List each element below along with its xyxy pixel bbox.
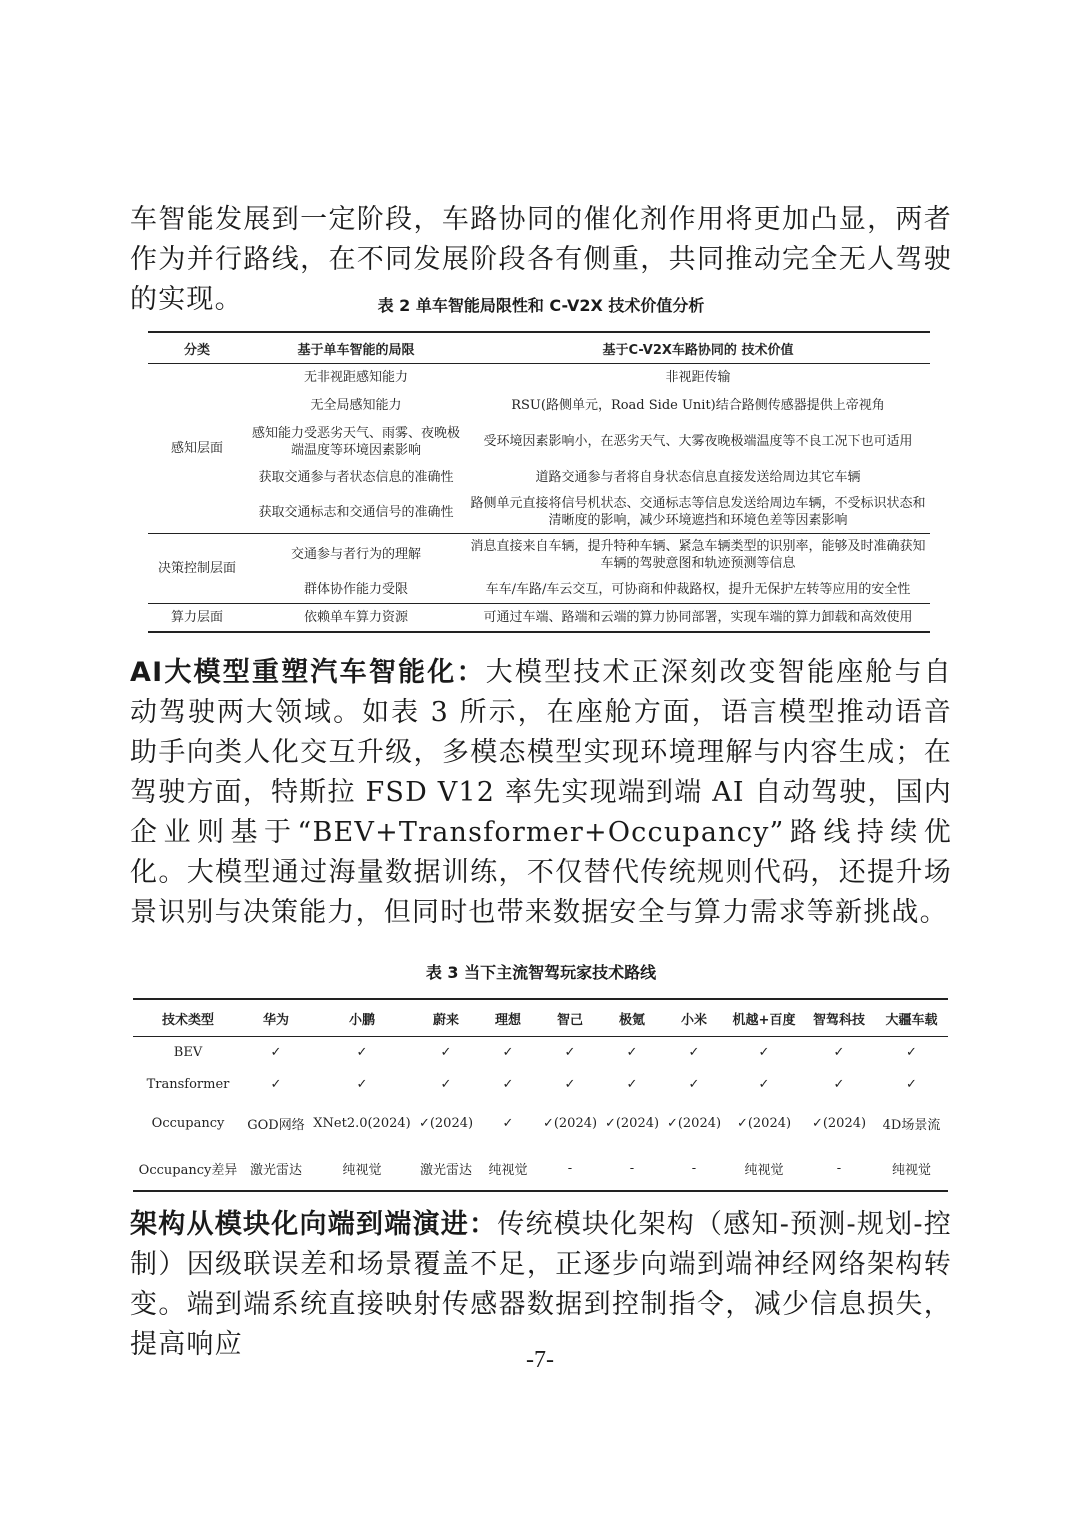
table3-cell: 纯视觉 <box>309 1147 415 1191</box>
table2-value: 路侧单元直接将信号机状态、交通标志等信息发送给周边车辆，不受标识状态和清晰度的影响，减少环境遮挡和环境色差等因素影响 <box>470 496 926 529</box>
table2-limit: 无全局感知能力 <box>310 398 402 413</box>
page-number: -7- <box>526 1347 554 1373</box>
table3-cell: ✓(2024) <box>811 1116 867 1131</box>
table3-header-cell: 华为 <box>243 999 309 1037</box>
table3-cell: 4D场景流 <box>882 1118 941 1133</box>
table3-cell: BEV <box>173 1045 203 1061</box>
paragraph-architecture-lead: 架构从模块化向端到端演进： <box>130 1209 498 1240</box>
table2-value: 车车/车路/车云交互，可协商和仲裁路权，提升无保护左转等应用的安全性 <box>485 581 911 597</box>
table3-cell: ✓ <box>564 1077 576 1092</box>
table2-limit: 获取交通标志和交通信号的准确性 <box>258 504 454 520</box>
table3-cell: ✓ <box>758 1077 770 1092</box>
table2-value: 道路交通参与者将自身状态信息直接发送给周边其它车辆 <box>535 470 861 485</box>
table3-cell: 激光雷达 <box>243 1147 309 1191</box>
table-row <box>133 1147 948 1191</box>
table3-cell: XNet2.0(2024) <box>313 1116 411 1131</box>
table2-limit: 交通参与者行为的理解 <box>246 534 466 576</box>
table2-category-perception: 感知层面 <box>170 441 223 456</box>
table3-cell: ✓(2024) <box>666 1116 722 1131</box>
table3-header-row <box>133 999 948 1037</box>
table2-header-category: 分类 <box>148 332 246 364</box>
table-row <box>133 1101 948 1147</box>
table3-cell: 纯视觉 <box>477 1147 539 1191</box>
table3-header-cell: 小鹏 <box>309 999 415 1037</box>
paragraph-architecture-body: 传统模块化架构（感知-预测-规划-控制）因级联误差和场景覆盖不足，正逐步向端到端神经网络架构转变。端到端系统直接映射传感器数据到控制指令，减少信息损失，提高响应 <box>130 1209 952 1360</box>
table3-cell: ✓(2024) <box>604 1116 660 1131</box>
table2-value: RSU(路侧单元，Road Side Unit)结合路侧传感器提供上帝视角 <box>511 398 885 413</box>
table2-category-compute: 算力层面 <box>148 604 246 632</box>
table3-cell: ✓ <box>270 1077 282 1092</box>
table-row <box>148 492 930 534</box>
table3-cell: - <box>601 1147 663 1191</box>
paragraph-ai-models-body: 大模型技术正深刻改变智能座舱与自动驾驶两大领域。如表 3 所示，在座舱方面，语言模型推动语音助手向类人化交互升级，多模态模型实现环境理解与内容生成；在驾驶方面，特斯拉 FSD V12 率先实现端到端 AI 自动驾驶，国内企业则基于“BEV+Transformer+Occupancy”路线持续优化。大模型通过海量数据训练，不仅替代传统规则代码，还提升场景识别与决策能力，但同时也带来数据安全与算力需求等新挑战。 <box>130 657 952 928</box>
table2-header-value: 基于C-V2X车路协同的 技术价值 <box>466 332 930 364</box>
table3-cell: 纯视觉 <box>875 1147 948 1191</box>
table3-cell: ✓ <box>688 1045 700 1061</box>
table3-cell: ✓ <box>440 1077 452 1092</box>
table3-cell: - <box>539 1147 601 1191</box>
paragraph-architecture <box>130 1205 952 1365</box>
table3-header-cell: 蔚来 <box>415 999 477 1037</box>
table3-cell: ✓ <box>564 1045 576 1061</box>
table3-cell: ✓ <box>833 1045 845 1061</box>
table3-cell: ✓ <box>502 1045 514 1061</box>
table2-limit: 群体协作能力受限 <box>303 581 408 597</box>
paragraph-ai-models-lead: AI大模型重塑汽车智能化： <box>130 657 486 688</box>
table3-cell: ✓(2024) <box>736 1116 792 1131</box>
table3-header-cell: 机越+百度 <box>725 999 803 1037</box>
table3-header-cell: 理想 <box>477 999 539 1037</box>
table-row <box>148 464 930 492</box>
table3-cell: - <box>663 1147 725 1191</box>
table-row <box>133 1069 948 1101</box>
table3-header-cell: 智驾科技 <box>803 999 875 1037</box>
table3-cell: 纯视觉 <box>725 1147 803 1191</box>
table3-cell: Occupancy差异 <box>133 1147 243 1191</box>
table2-value: 受环境因素影响小，在恶劣天气、大雾夜晚极端温度等不良工况下也可适用 <box>483 434 913 449</box>
table2-value: 消息直接来自车辆，提升特种车辆、紧急车辆类型的识别率，能够及时准确获知车辆的驾驶意图和轨迹预测等信息 <box>466 534 930 576</box>
table3-cell: ✓ <box>502 1116 514 1131</box>
table3-cell: ✓ <box>626 1077 638 1092</box>
table3-cell: ✓ <box>906 1045 917 1061</box>
table3-cell: GOD网络 <box>247 1118 305 1133</box>
table3-cell: ✓ <box>688 1077 700 1092</box>
table3-header-cell: 极氪 <box>601 999 663 1037</box>
table3-cell: ✓ <box>626 1045 638 1061</box>
table2-value: 非视距传输 <box>665 370 731 386</box>
table-row <box>148 576 930 604</box>
table3-header-cell: 技术类型 <box>133 999 243 1037</box>
table2-limit: 感知能力受恶劣天气、雨雾、夜晚极端温度等环境因素影响 <box>251 425 460 458</box>
table3-header-cell: 智己 <box>539 999 601 1037</box>
table-row <box>148 392 930 420</box>
table-row <box>148 534 930 576</box>
table3-cell: ✓ <box>356 1077 368 1092</box>
table-row <box>148 420 930 464</box>
table3-cell: ✓ <box>270 1045 282 1061</box>
table2-value: 可通过车端、路端和云端的算力协同部署，实现车端的算力卸载和高效使用 <box>466 604 930 632</box>
table3-cell: ✓ <box>758 1045 770 1061</box>
table2-limit: 无非视距感知能力 <box>303 370 408 386</box>
table3-cell: ✓(2024) <box>418 1116 474 1131</box>
table2-limit: 依赖单车算力资源 <box>246 604 466 632</box>
table3-cell: ✓(2024) <box>542 1116 598 1131</box>
table3-cell: ✓ <box>356 1045 368 1061</box>
table2-header-row <box>148 332 930 364</box>
table3-cell: - <box>803 1147 875 1191</box>
table3-cell: ✓ <box>440 1045 452 1061</box>
table2 <box>148 331 930 633</box>
table2-category-decision: 决策控制层面 <box>148 534 246 604</box>
table3-caption: 表 3 当下主流智驾玩家技术路线 <box>425 963 657 982</box>
table3-cell: ✓ <box>502 1077 514 1092</box>
table-row <box>148 604 930 632</box>
paragraph-intro: 车智能发展到一定阶段，车路协同的催化剂作用将更加凸显，两者作为并行路线，在不同发展阶段各有侧重，共同推动完全无人驾驶的实现。 <box>130 204 952 315</box>
table3-cell: Transformer <box>146 1077 230 1092</box>
table3 <box>133 998 948 1192</box>
table-row <box>148 364 930 392</box>
table2-caption: 表 2 单车智能局限性和 C-V2X 技术价值分析 <box>377 296 705 315</box>
table3-cell: Occupancy <box>151 1116 225 1131</box>
table2-limit: 获取交通参与者状态信息的准确性 <box>258 470 454 485</box>
table3-cell: ✓ <box>833 1077 845 1092</box>
table3-header-cell: 大疆车载 <box>875 999 948 1037</box>
table3-header-cell: 小米 <box>663 999 725 1037</box>
table3-cell: ✓ <box>906 1077 917 1092</box>
table3-cell: 激光雷达 <box>415 1147 477 1191</box>
table2-header-limit: 基于单车智能的局限 <box>246 332 466 364</box>
paragraph-ai-models <box>130 653 952 933</box>
table-row <box>133 1037 948 1069</box>
